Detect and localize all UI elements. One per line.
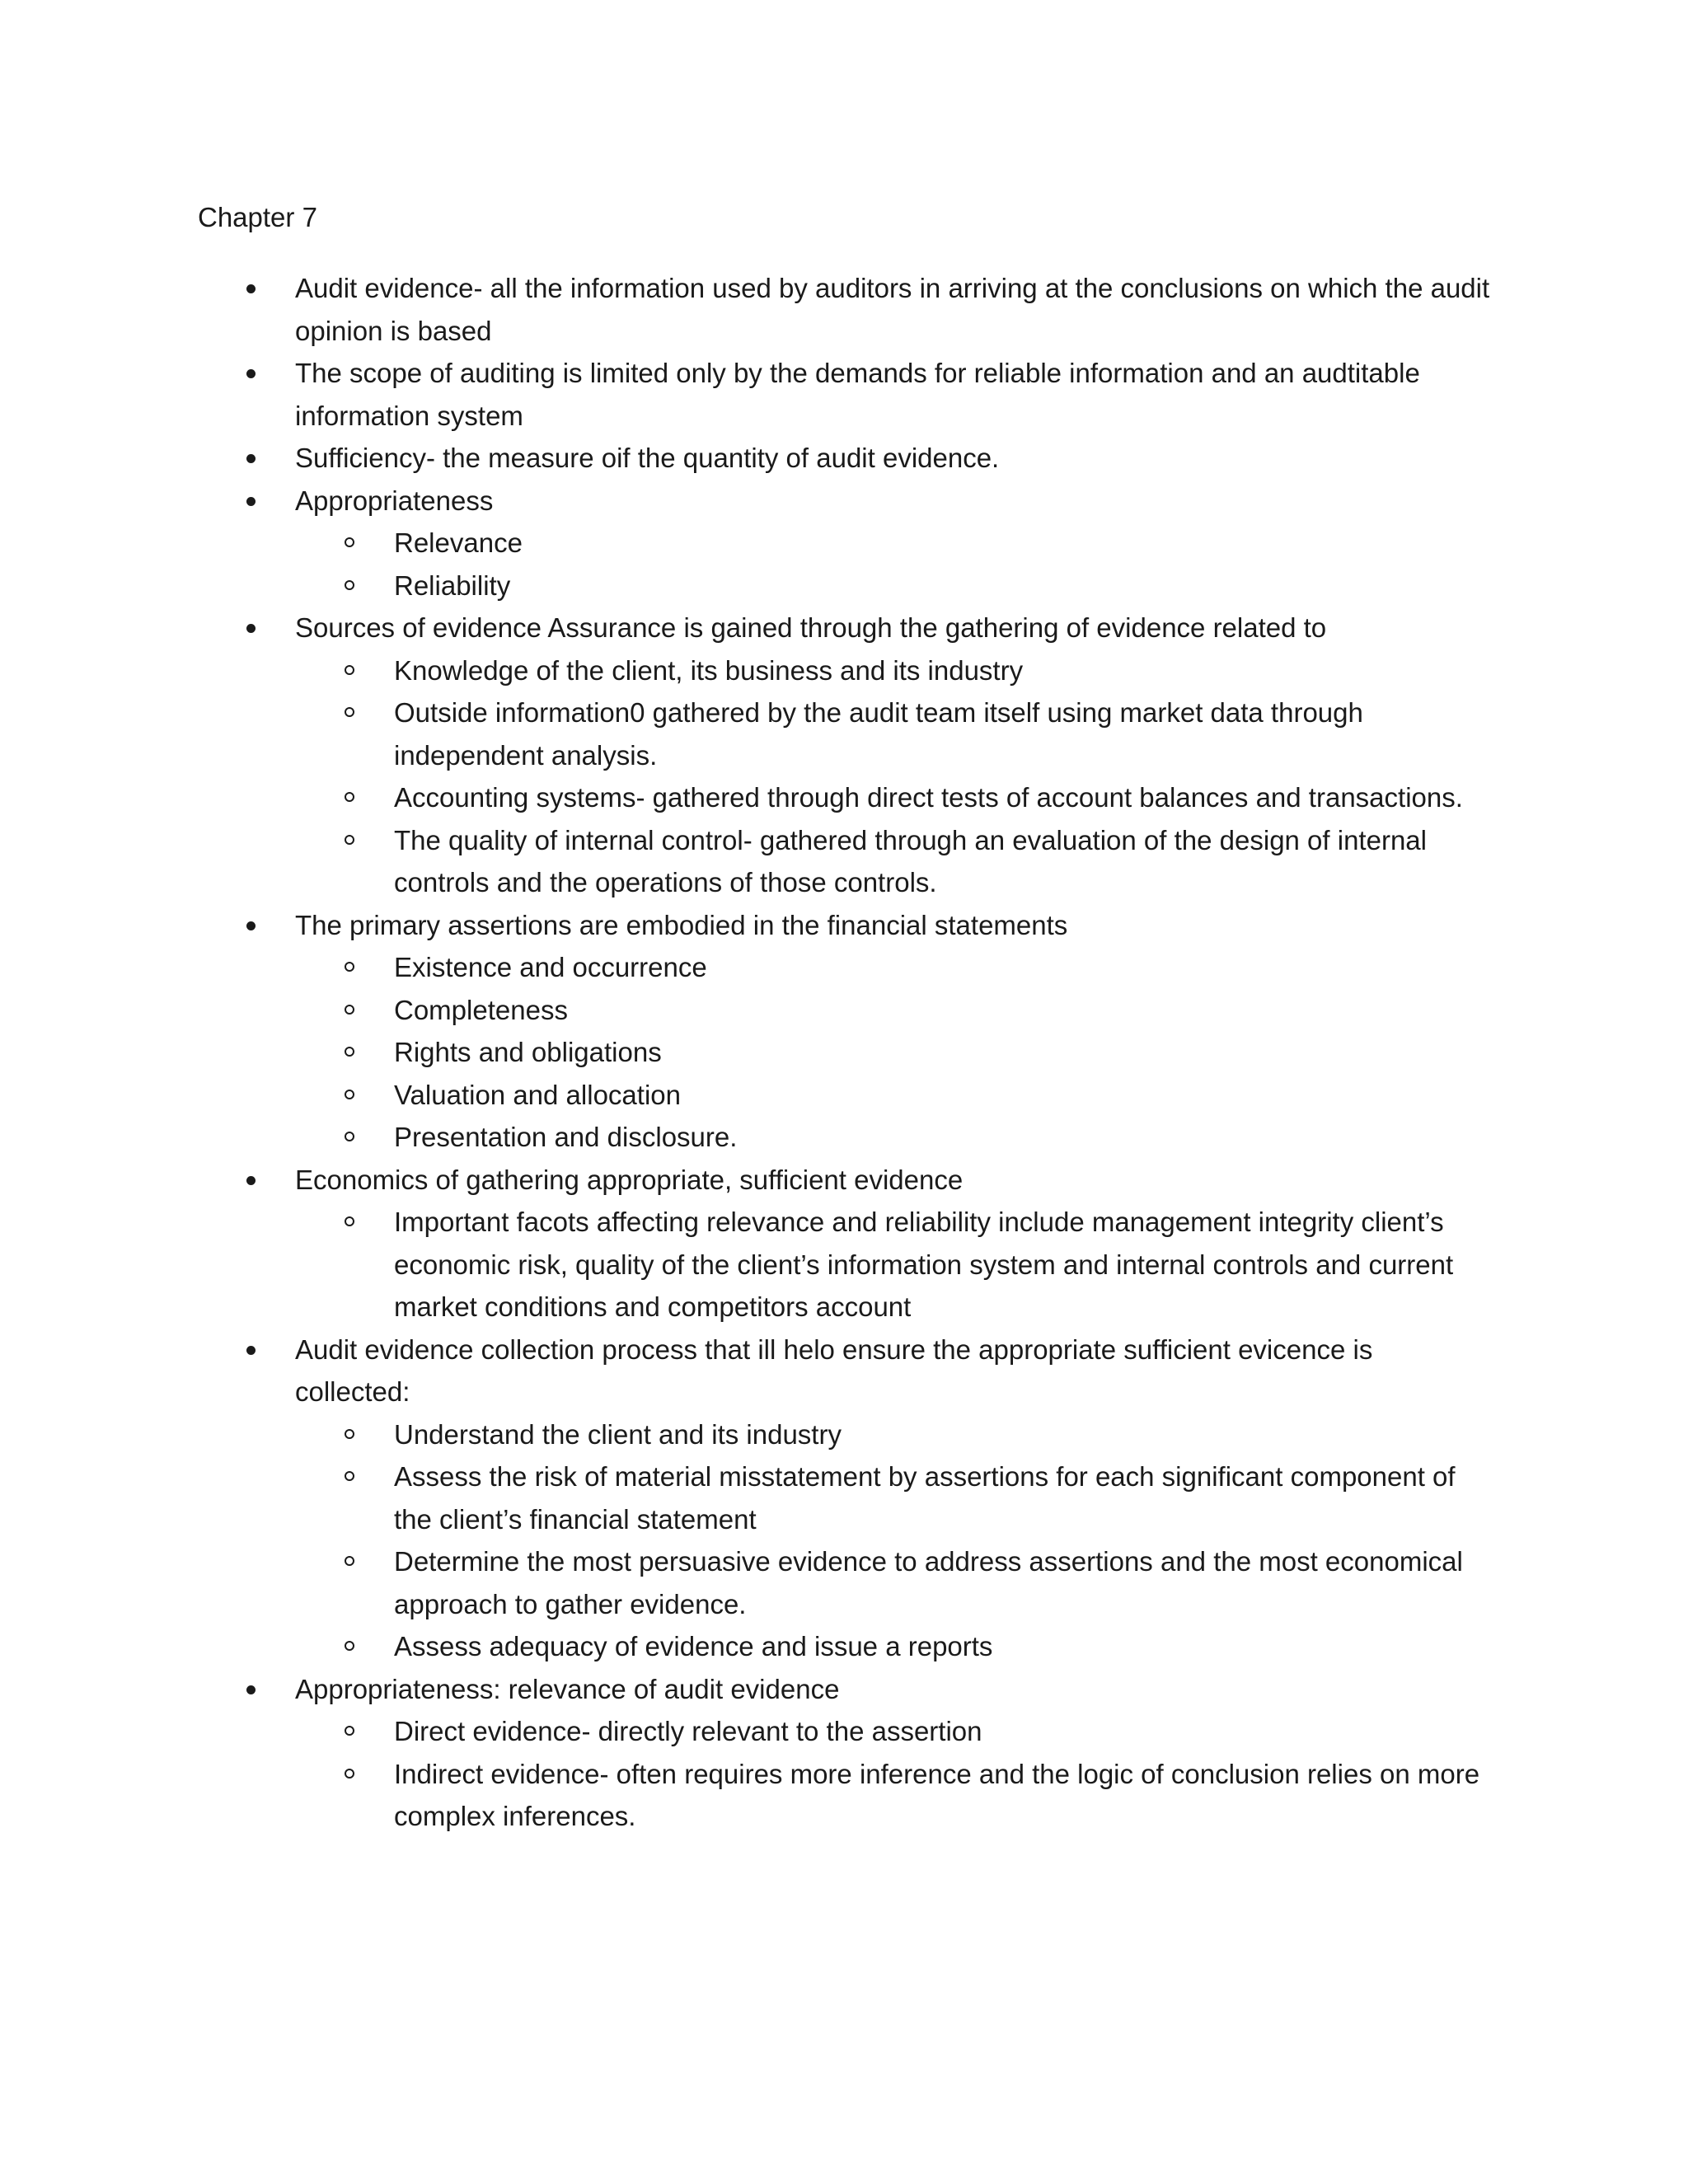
sub-list-item-text: Relevance: [394, 527, 523, 558]
sub-list-item: [394, 946, 1490, 989]
sub-list-item: [394, 1455, 1490, 1540]
sub-list-item-text: Completeness: [394, 994, 568, 1025]
bullet-circle-icon: [345, 1556, 354, 1566]
bullet-circle-icon: [345, 580, 354, 590]
bullet-circle-icon: [345, 1471, 354, 1481]
bullet-dot-icon: [246, 1685, 256, 1694]
list-item: [295, 437, 1490, 480]
list-item-text: The scope of auditing is limited only by the demands for reliable information and an audtitable information system: [295, 358, 1420, 431]
bullet-dot-icon: [246, 1346, 256, 1355]
sub-list: [295, 1201, 1490, 1329]
list-item-text: Sufficiency- the measure oif the quantity of audit evidence.: [295, 443, 1000, 473]
bullet-circle-icon: [345, 1132, 354, 1141]
bullet-circle-icon: [345, 1726, 354, 1736]
sub-list-item: [394, 691, 1490, 776]
page-title: Chapter 7: [198, 202, 317, 232]
list-item: [295, 1159, 1490, 1329]
sub-list-item: [394, 1201, 1490, 1329]
list-item-text: The primary assertions are embodied in the financial statements: [295, 909, 1068, 940]
bullet-circle-icon: [345, 835, 354, 845]
list-item: [295, 267, 1490, 352]
bullet-circle-icon: [345, 1090, 354, 1099]
bullet-circle-icon: [345, 962, 354, 972]
sub-list-item: [394, 819, 1490, 904]
sub-list-item-text: Direct evidence- directly relevant to the assertion: [394, 1716, 982, 1746]
sub-list-item: [394, 649, 1490, 692]
bullet-circle-icon: [345, 1641, 354, 1651]
sub-list-item-text: The quality of internal control- gathered through an evaluation of the design of internal controls and the operations of those controls.: [394, 824, 1427, 898]
list-item-text: Audit evidence collection process that ill helo ensure the appropriate sufficient evicence is collected:: [295, 1333, 1373, 1407]
list-item: [295, 607, 1490, 904]
sub-list-item: [394, 1074, 1490, 1117]
sub-list: [295, 649, 1490, 904]
sub-list-item-text: Understand the client and its industry: [394, 1418, 842, 1450]
sub-list-item-text: Existence and occurrence: [394, 952, 707, 982]
bullet-circle-icon: [345, 1216, 354, 1226]
bullet-dot-icon: [246, 921, 256, 930]
list-item-text: Economics of gathering appropriate, sufficient evidence: [295, 1164, 964, 1195]
bullet-circle-icon: [345, 537, 354, 547]
bullet-dot-icon: [246, 369, 256, 378]
bullet-dot-icon: [246, 497, 256, 506]
sub-list-item: [394, 1116, 1490, 1159]
sub-list: [295, 522, 1490, 607]
sub-list-item: [394, 565, 1490, 607]
sub-list-item-text: Indirect evidence- often requires more inference and the logic of conclusion relies on more complex inferences.: [394, 1758, 1480, 1831]
list-item-text: Appropriateness: relevance of audit evidence: [295, 1673, 840, 1704]
sub-list-item-text: Assess adequacy of evidence and issue a reports: [394, 1631, 993, 1661]
list-item-text: Appropriateness: [295, 485, 494, 516]
sub-list-item-text: Outside information0 gathered by the audit team itself using market data through independent analysis.: [394, 697, 1363, 771]
bullet-circle-icon: [345, 1005, 354, 1015]
bullet-dot-icon: [246, 1176, 256, 1185]
sub-list-item: [394, 1031, 1490, 1074]
sub-list-item: [394, 776, 1490, 819]
list-item: [295, 904, 1490, 1159]
bullet-list: [295, 267, 1490, 1838]
list-item: [295, 480, 1490, 607]
bullet-dot-icon: [246, 454, 256, 463]
sub-list-item-text: Assess the risk of material misstatement by assertions for each significant component of the client’s financial statement: [394, 1461, 1456, 1535]
list-item: [295, 1329, 1490, 1668]
sub-list-item: [394, 1413, 1490, 1456]
sub-list-item: [394, 1710, 1490, 1753]
sub-list-item: [394, 1753, 1490, 1838]
bullet-circle-icon: [345, 665, 354, 675]
list-item-text: Sources of evidence Assurance is gained through the gathering of evidence related to: [295, 612, 1327, 643]
list-item: [295, 352, 1490, 437]
sub-list-item-text: Valuation and allocation: [394, 1079, 681, 1110]
sub-list-item-text: Important facots affecting relevance and reliability include management integrity client’s economic risk, quality of the client’s information system and internal controls and current market conditions and competitors account: [394, 1207, 1454, 1322]
sub-list-item: [394, 1540, 1490, 1625]
sub-list-item-text: Rights and obligations: [394, 1037, 662, 1067]
sub-list-item: [394, 1625, 1490, 1668]
bullet-circle-icon: [345, 1047, 354, 1057]
sub-list-item-text: Presentation and disclosure.: [394, 1122, 738, 1152]
sub-list: [295, 1710, 1490, 1838]
sub-list-item-text: Accounting systems- gathered through direct tests of account balances and transactions.: [394, 782, 1463, 813]
sub-list-item: [394, 522, 1490, 565]
bullet-dot-icon: [246, 284, 256, 293]
bullet-circle-icon: [345, 707, 354, 717]
bullet-dot-icon: [246, 624, 256, 633]
bullet-circle-icon: [345, 1429, 354, 1439]
sub-list-item: [394, 989, 1490, 1032]
sub-list-item-text: Determine the most persuasive evidence to address assertions and the most economical approach to gather evidence.: [394, 1546, 1463, 1619]
sub-list-item-text: Knowledge of the client, its business and its industry: [394, 654, 1024, 686]
bullet-circle-icon: [345, 792, 354, 802]
list-item-text: Audit evidence- all the information used by auditors in arriving at the conclusions on which the audit opinion is based: [295, 273, 1490, 346]
bullet-circle-icon: [345, 1769, 354, 1779]
list-item: [295, 1668, 1490, 1838]
sub-list: [295, 1413, 1490, 1668]
sub-list-item-text: Reliability: [394, 569, 511, 601]
sub-list: [295, 946, 1490, 1159]
